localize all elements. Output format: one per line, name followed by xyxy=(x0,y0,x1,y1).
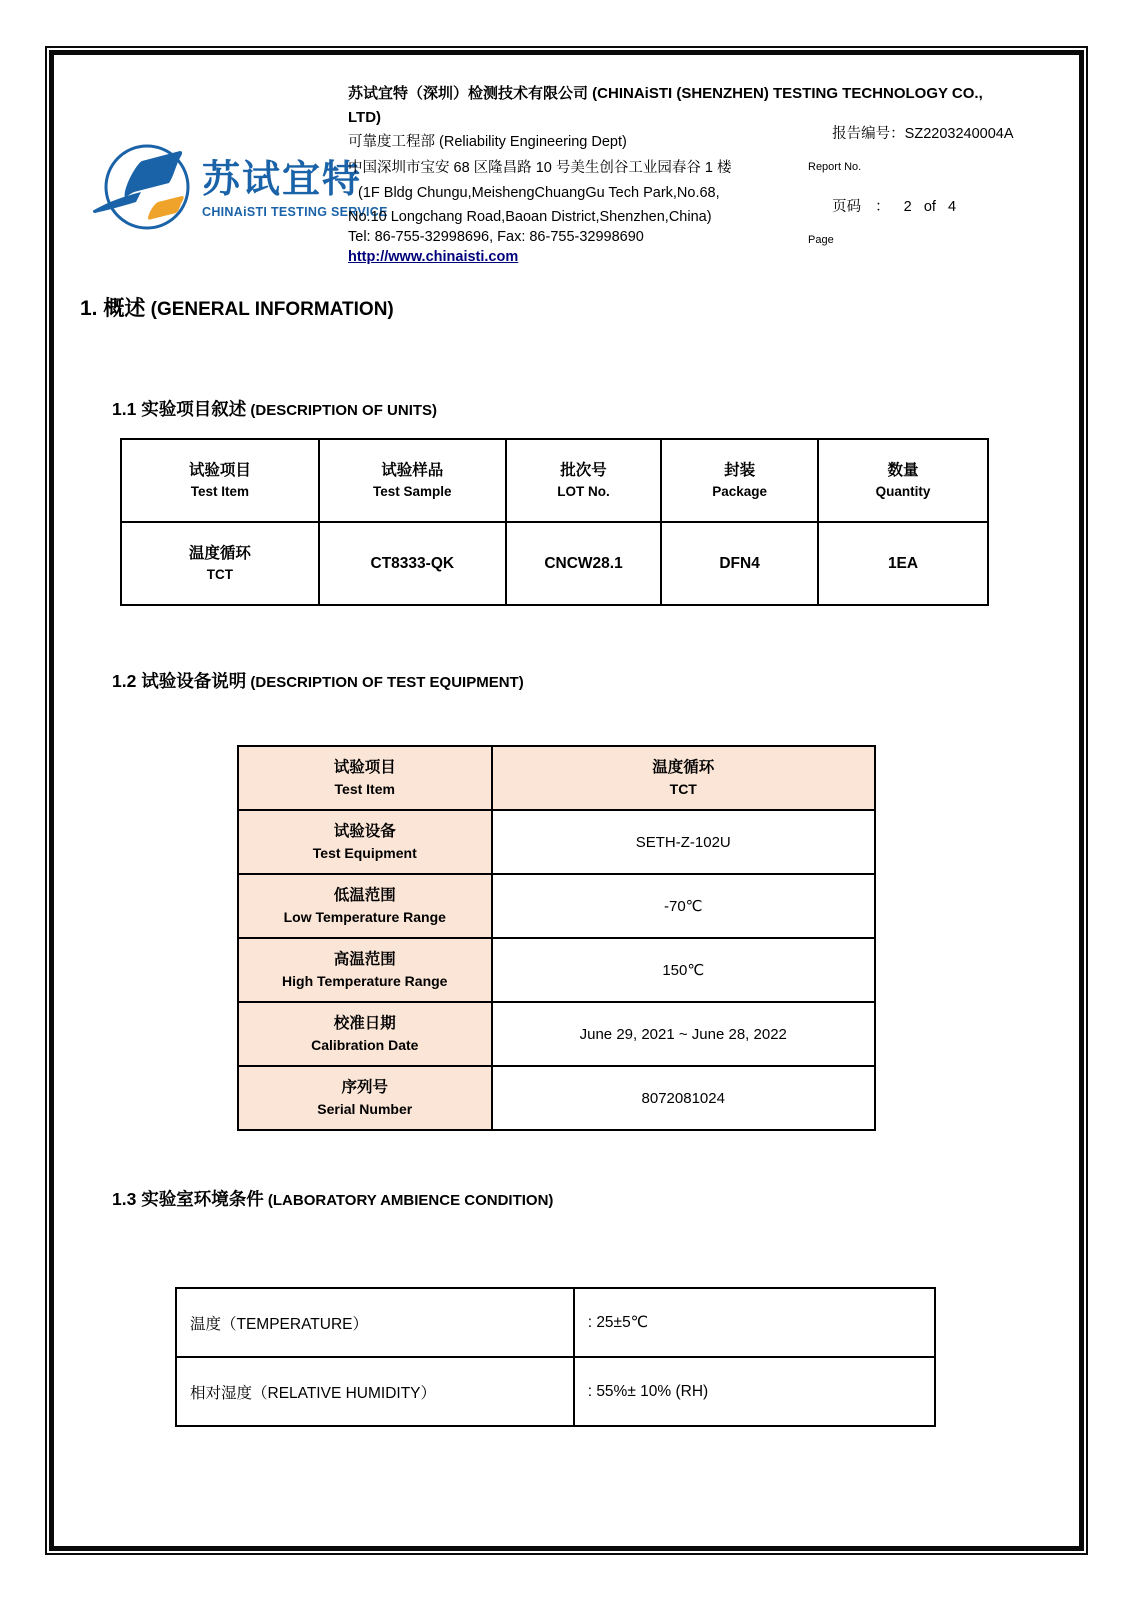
ambience-row-humidity xyxy=(176,1357,935,1426)
equipment-table xyxy=(237,745,876,1131)
equip-label-low-temp xyxy=(238,874,492,938)
value-cn: 温度循环 xyxy=(652,759,715,776)
section-1-title-en: (GENERAL INFORMATION) xyxy=(145,299,394,320)
equip-label-high-temp xyxy=(238,938,492,1002)
section-1-1-heading xyxy=(112,396,437,421)
equipment-row-low-temp xyxy=(238,874,875,938)
section-1-2-heading xyxy=(112,668,524,693)
header-en: Test Item xyxy=(190,484,249,499)
value-en: TCT xyxy=(669,781,697,797)
equip-label-test-item xyxy=(238,746,492,810)
label-cn: 校准日期 xyxy=(333,1015,396,1032)
equip-value-low-temp: -70℃ xyxy=(492,874,875,938)
label-en: Calibration Date xyxy=(311,1037,419,1053)
label-cn: 高温范围 xyxy=(333,951,396,968)
equip-label-calibration-date xyxy=(238,1002,492,1066)
report-no-label: 报告编号： xyxy=(832,126,905,142)
chinaisti-logo-icon xyxy=(92,138,194,241)
header-en: Quantity xyxy=(875,484,931,499)
page-value: 2 of 4 xyxy=(903,199,957,215)
units-cell-test-item xyxy=(121,522,319,605)
equip-value-test-equipment: SETH-Z-102U xyxy=(492,810,875,874)
page-label: 页码 xyxy=(832,199,862,215)
units-header-lot-no xyxy=(506,439,661,522)
units-header-quantity xyxy=(818,439,988,522)
units-header-test-sample xyxy=(319,439,506,522)
section-1-3-title-en: (LABORATORY AMBIENCE CONDITION) xyxy=(263,1192,554,1209)
website-link[interactable]: http://www.chinaisti.com xyxy=(348,248,519,265)
equipment-row-serial-number xyxy=(238,1066,875,1130)
ambience-label-humidity: 相对湿度（RELATIVE HUMIDITY） xyxy=(176,1357,574,1426)
section-1-2-title-en: (DESCRIPTION OF TEST EQUIPMENT) xyxy=(246,674,524,691)
units-cell-test-sample: CT8333-QK xyxy=(319,522,506,605)
equipment-row-test-equipment xyxy=(238,810,875,874)
section-1-title-cn: 1. 概述 xyxy=(80,297,146,320)
header-en: LOT No. xyxy=(557,484,610,499)
label-en: High Temperature Range xyxy=(282,973,448,989)
units-table xyxy=(120,438,989,606)
section-1-3-title-cn: 1.3 实验室环境条件 xyxy=(112,1189,264,1209)
units-header-package xyxy=(661,439,818,522)
tel-fax-line: Tel: 86-755-32998696, Fax: 86-755-32998690 xyxy=(348,228,644,245)
ambience-row-temperature xyxy=(176,1288,935,1357)
units-cell-package: DFN4 xyxy=(661,522,818,605)
header-en: Package xyxy=(712,484,767,499)
page-colon: ： xyxy=(875,199,890,215)
label-cn: 试验设备 xyxy=(333,823,396,840)
units-table-header-row xyxy=(121,439,988,522)
company-name-line2: LTD) xyxy=(348,109,382,126)
equip-value-serial-number: 8072081024 xyxy=(492,1066,875,1130)
address-en-line1: (1F Bldg Chungu,MeishengChuangGu Tech Park,No.68, xyxy=(358,185,720,201)
equip-value-calibration-date: June 29, 2021 ~ June 28, 2022 xyxy=(492,1002,875,1066)
report-meta xyxy=(808,106,1038,247)
header-cn: 试验样品 xyxy=(381,462,444,479)
label-en: Low Temperature Range xyxy=(283,909,446,925)
section-1-heading xyxy=(80,292,394,322)
label-en: Test Equipment xyxy=(312,845,417,861)
department-line: 可靠度工程部 (Reliability Engineering Dept) xyxy=(348,134,627,150)
equip-label-test-equipment xyxy=(238,810,492,874)
section-1-3-heading xyxy=(112,1186,553,1211)
address-cn: 中国深圳市宝安 68 区隆昌路 10 号美生创谷工业园春谷 1 楼 xyxy=(348,159,732,176)
units-header-test-item xyxy=(121,439,319,522)
equipment-row-calibration-date xyxy=(238,1002,875,1066)
label-cn: 序列号 xyxy=(341,1079,389,1096)
report-no-sublabel: Report No. xyxy=(808,161,862,173)
ambience-value-humidity: : 55%± 10% (RH) xyxy=(574,1357,935,1426)
ambience-table xyxy=(175,1287,936,1427)
header-cn: 批次号 xyxy=(560,462,607,479)
equip-value-high-temp: 150℃ xyxy=(492,938,875,1002)
logo-tagline: CHINAiSTI TESTING SERVICE xyxy=(202,204,388,219)
header-cn: 试验项目 xyxy=(188,462,251,479)
label-en: Test Item xyxy=(334,781,395,797)
report-no-value: SZ2203240004A xyxy=(904,126,1014,142)
page-sublabel: Page xyxy=(808,234,834,246)
label-en: Serial Number xyxy=(317,1101,413,1117)
equip-label-serial-number xyxy=(238,1066,492,1130)
test-item-en: TCT xyxy=(206,567,233,582)
logo-name-cn: 苏试宜特 xyxy=(202,159,363,202)
units-cell-lot-no: CNCW28.1 xyxy=(506,522,661,605)
header-cn: 数量 xyxy=(887,462,919,479)
section-1-1-title-cn: 1.1 实验项目叙述 xyxy=(112,399,247,419)
ambience-value-temperature: : 25±5℃ xyxy=(574,1288,935,1357)
test-item-cn: 温度循环 xyxy=(188,545,251,562)
ambience-label-temperature: 温度（TEMPERATURE） xyxy=(176,1288,574,1357)
header-en: Test Sample xyxy=(373,484,452,499)
header-cn: 封装 xyxy=(724,462,756,479)
company-name-line1: 苏试宜特（深圳）检测技术有限公司 (CHINAiSTI (SHENZHEN) TESTING TECHNOLOGY CO., xyxy=(348,85,983,102)
equipment-row-test-item xyxy=(238,746,875,810)
section-1-1-title-en: (DESCRIPTION OF UNITS) xyxy=(246,402,438,419)
units-cell-quantity: 1EA xyxy=(818,522,988,605)
address-en-line2: No.10 Longchang Road,Baoan District,Shenzhen,China) xyxy=(348,208,712,225)
section-1-2-title-cn: 1.2 试验设备说明 xyxy=(112,671,247,691)
label-cn: 试验项目 xyxy=(333,759,396,776)
equip-value-test-item xyxy=(492,746,875,810)
company-logo xyxy=(92,138,388,241)
label-cn: 低温范围 xyxy=(333,887,396,904)
equipment-row-high-temp xyxy=(238,938,875,1002)
units-table-data-row xyxy=(121,522,988,605)
